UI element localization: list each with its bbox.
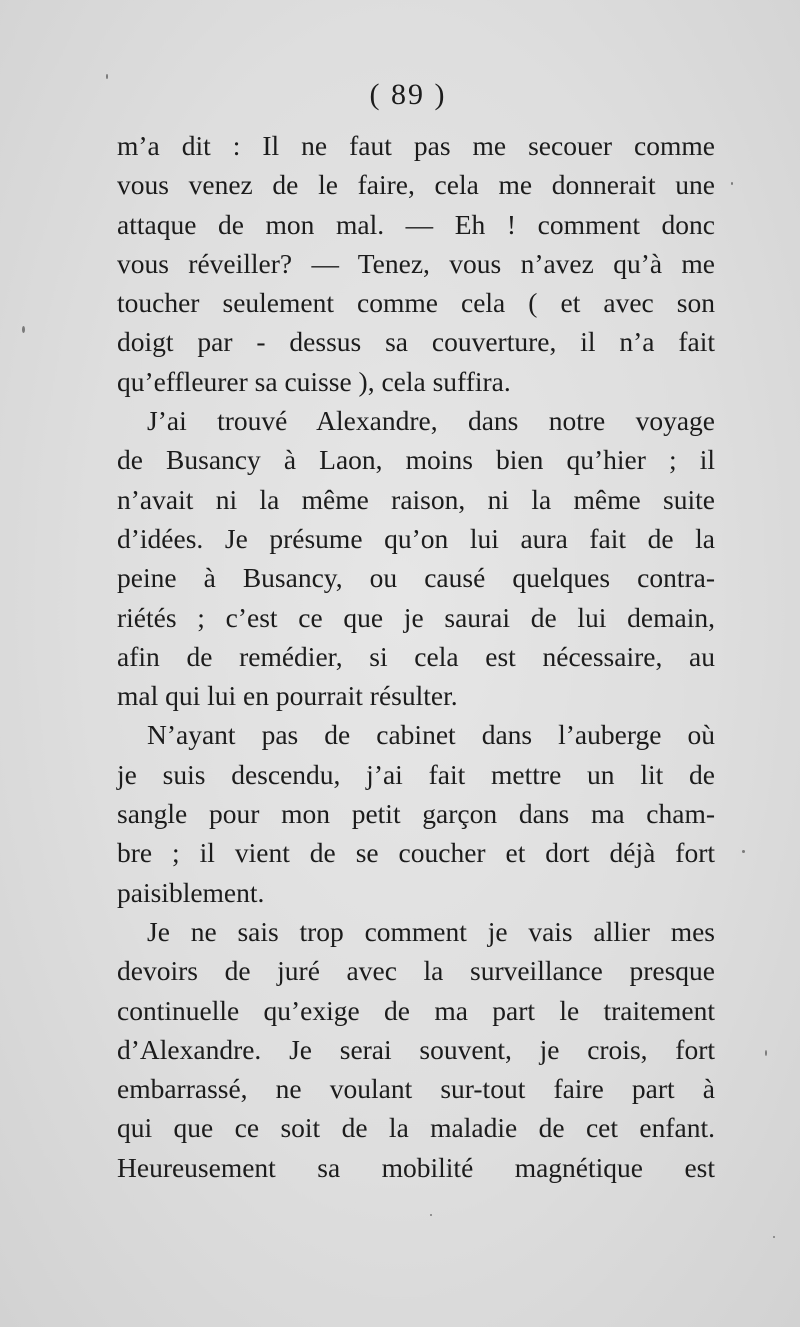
paper-speck	[430, 1214, 432, 1216]
paper-speck	[731, 182, 733, 185]
text-line: doigt par - dessus sa couverture, il n’a fait	[117, 326, 715, 358]
text-line: je suis descendu, j’ai fait mettre un lit de	[117, 758, 715, 790]
text-line: N’ayant pas de cabinet dans l’auberge où	[147, 719, 715, 751]
text-line: sangle pour mon petit garçon dans ma cham-	[117, 798, 715, 830]
text-line: Heureusement sa mobilité magnétique est	[117, 1151, 715, 1183]
text-line: d’idées. Je présume qu’on lui aura fait de la	[117, 522, 715, 554]
text-line: qu’effleurer sa cuisse ), cela suffira.	[117, 365, 511, 397]
text-line: afin de remédier, si cela est nécessaire, au	[117, 640, 715, 672]
text-line: toucher seulement comme cela ( et avec son	[117, 287, 715, 319]
text-line: vous réveiller? — Tenez, vous n’avez qu’à me	[117, 247, 715, 279]
text-line: J’ai trouvé Alexandre, dans notre voyage	[147, 405, 715, 437]
text-line: m’a dit : Il ne faut pas me secouer comme	[117, 130, 715, 161]
text-line: embarrassé, ne voulant sur-tout faire part à	[117, 1073, 715, 1105]
text-line: devoirs de juré avec la surveillance presque	[117, 955, 715, 987]
paper-speck	[106, 74, 108, 79]
text-line: Je ne sais trop comment je vais allier mes	[147, 915, 715, 947]
text-line: peine à Busancy, ou causé quelques contra-	[117, 562, 715, 594]
page-number: ( 89 )	[369, 78, 447, 111]
text-line: de Busancy à Laon, moins bien qu’hier ; il	[117, 444, 715, 476]
text-line: mal qui lui en pourrait résulter.	[117, 680, 458, 712]
paper-speck	[765, 1050, 767, 1056]
text-line: riétés ; c’est ce que je saurai de lui demain,	[117, 601, 715, 633]
text-line: paisiblement.	[117, 876, 265, 908]
text-line: d’Alexandre. Je serai souvent, je crois, fort	[117, 1033, 715, 1065]
paper-speck	[742, 850, 745, 853]
paper-speck	[22, 326, 25, 333]
text-line: attaque de mon mal. — Eh ! comment donc	[117, 208, 715, 240]
text-line: bre ; il vient de se coucher et dort déjà fort	[117, 837, 715, 869]
text-line: qui que ce soit de la maladie de cet enfant.	[117, 1112, 715, 1144]
paper-speck	[773, 1236, 775, 1238]
body-text	[117, 126, 715, 1187]
text-line: continuelle qu’exige de ma part le traitement	[117, 994, 715, 1026]
text-line: vous venez de le faire, cela me donnerait une	[117, 169, 715, 201]
text-line: n’avait ni la même raison, ni la même suite	[117, 483, 715, 515]
